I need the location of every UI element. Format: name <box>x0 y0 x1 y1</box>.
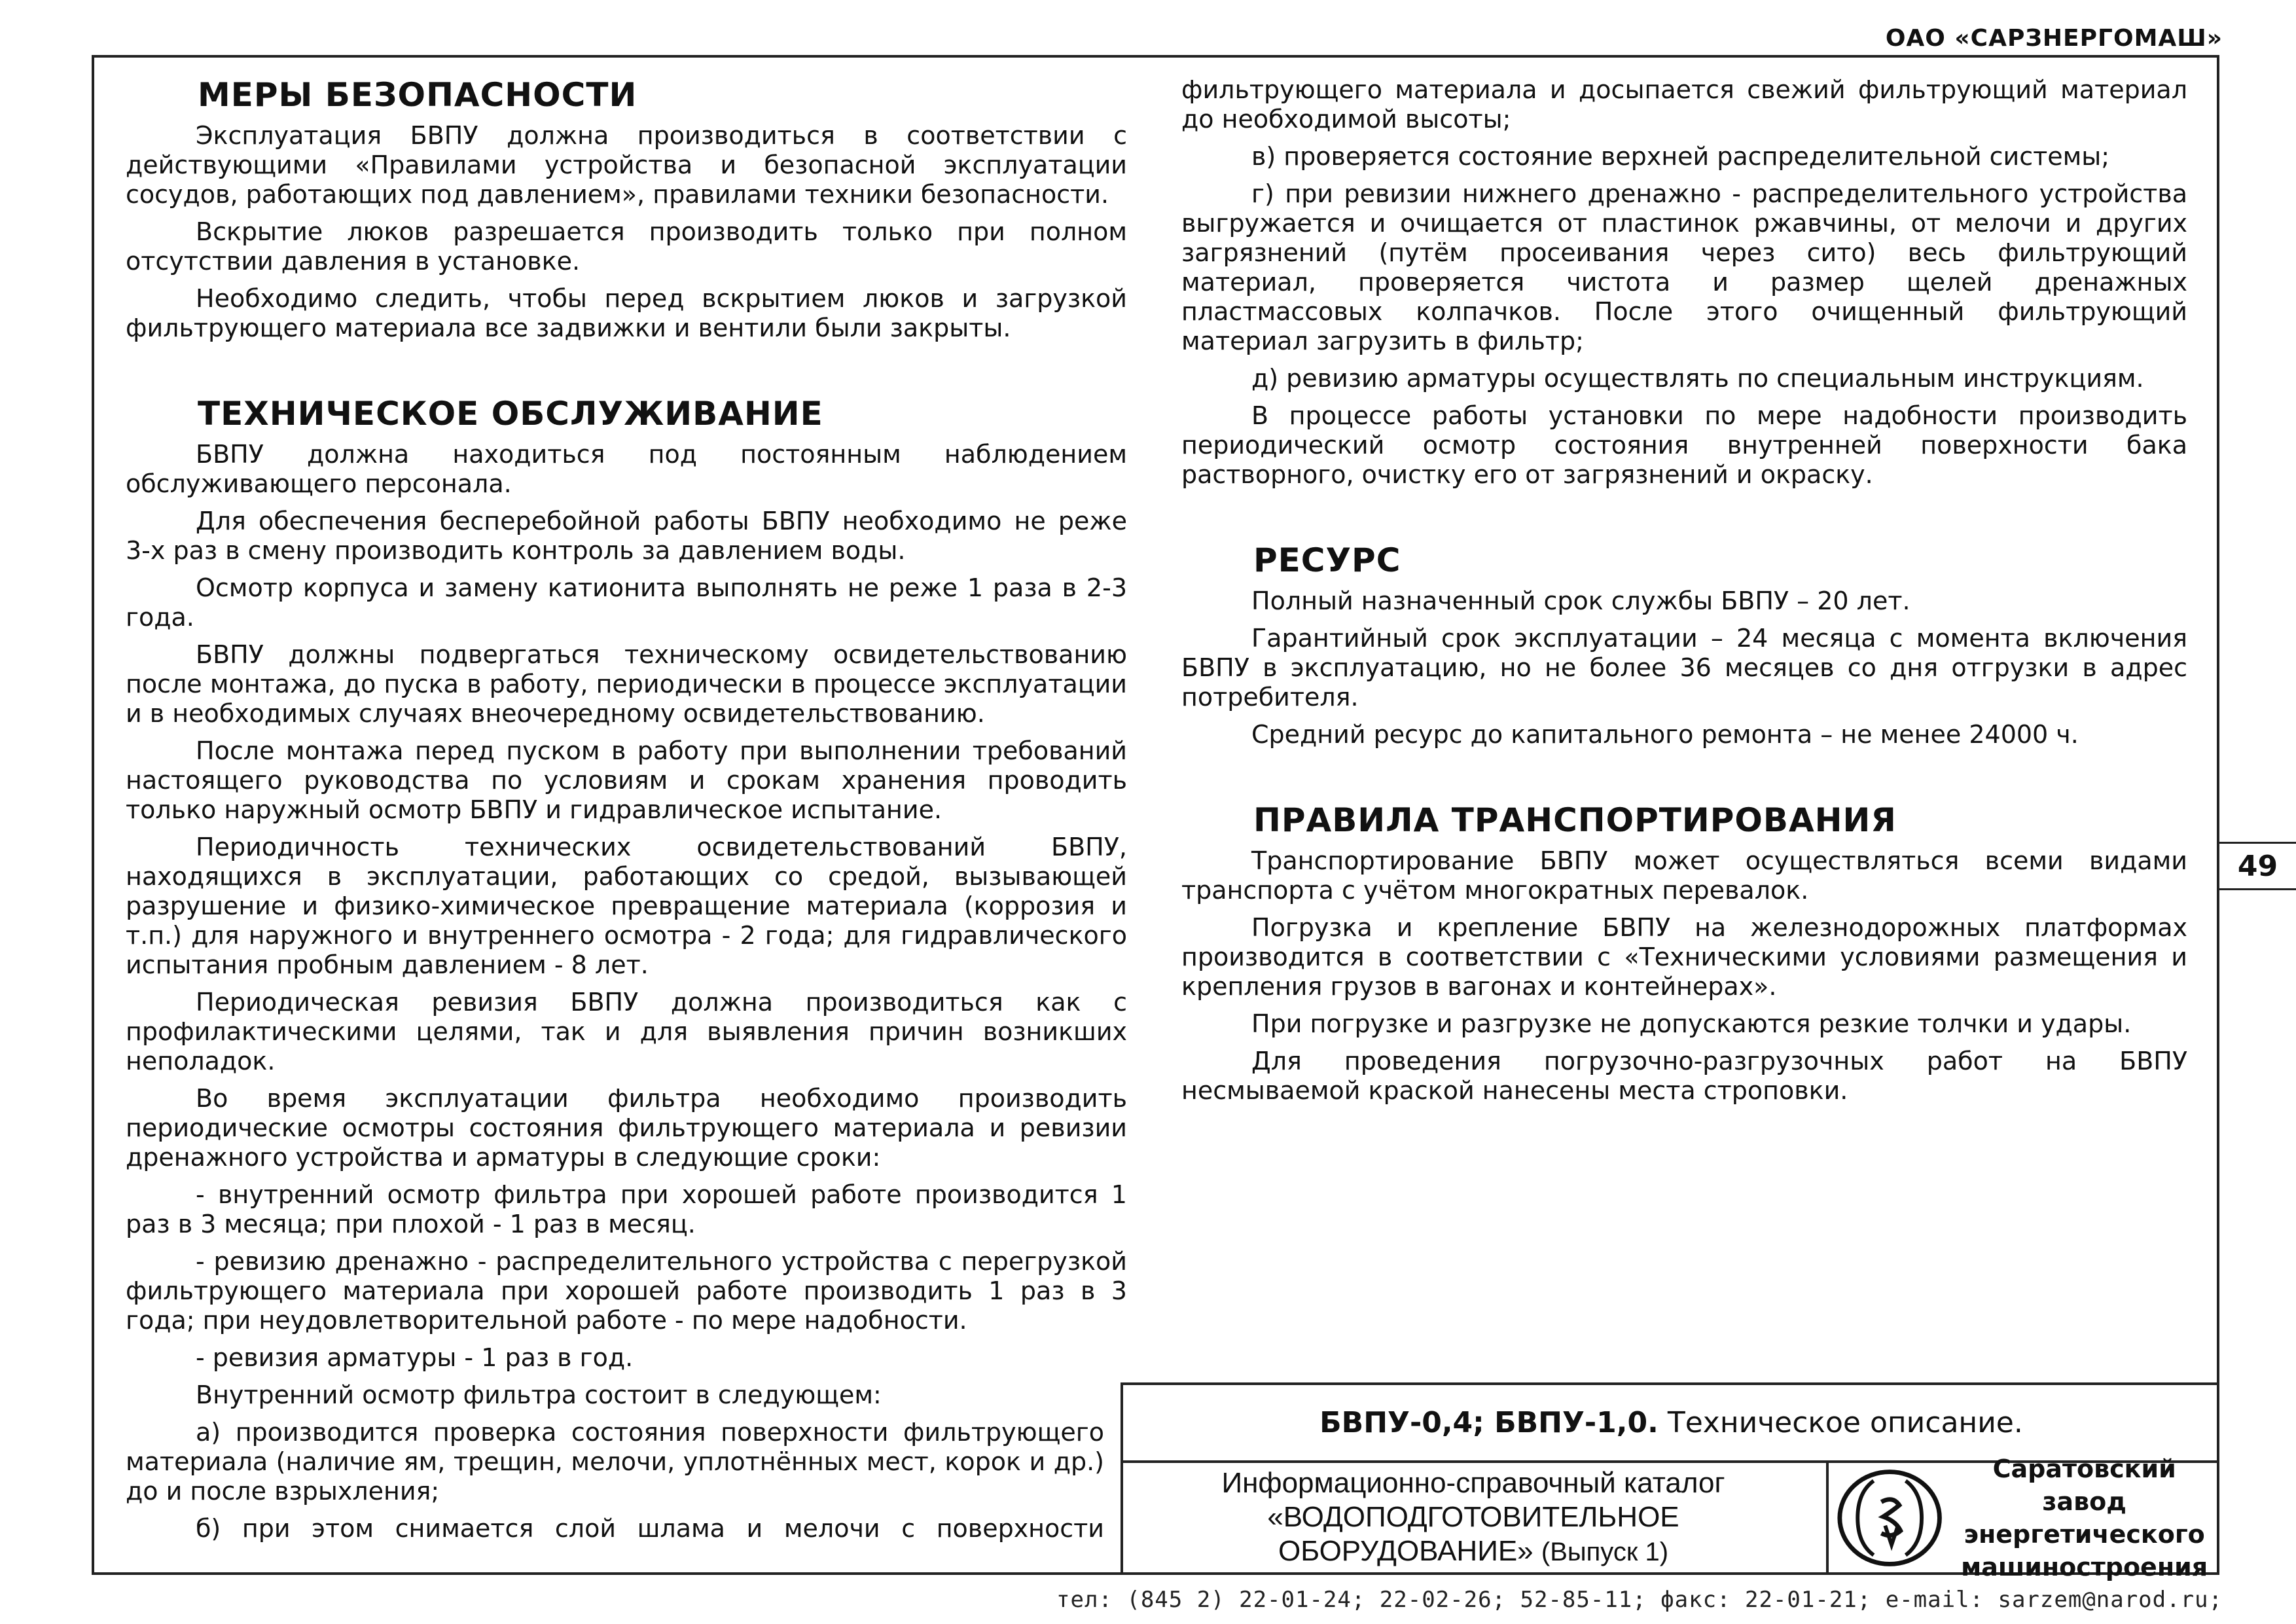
transport-heading: ПРАВИЛА ТРАНСПОРТИРОВАНИЯ <box>1253 801 1897 839</box>
catalog-line: ОБОРУДОВАНИЕ» (Выпуск 1) <box>1278 1535 1669 1567</box>
list-item: - внутренний осмотр фильтра при хорошей работе производится 1 раз в 3 месяца; при плохой - 1 раз в месяц. <box>126 1180 1127 1238</box>
paragraph: Полный назначенный срок службы БВПУ – 20 лет. <box>1251 586 1910 615</box>
paragraph: БВПУ должна находиться под постоянным наблюдением обслуживающего персонала. <box>126 440 1127 498</box>
right-column <box>1181 75 2187 1113</box>
plant-name: Саратовский завод энергетического машиностроения <box>1961 1454 2208 1581</box>
company-name: ОАО «САРЗНЕРГОМАШ» <box>1885 25 2223 52</box>
paragraph: Внутренний осмотр фильтра состоит в следующем: <box>196 1380 882 1409</box>
page-number: 49 <box>2219 842 2296 890</box>
paragraph: Для проведения погрузочно-разгрузочных работ на БВПУ несмываемой краской нанесены места строповки. <box>1181 1047 2187 1105</box>
left-column <box>126 75 1127 1551</box>
list-item: а) производится проверка состояния поверхности фильтрующего материала (наличие ям, трещин, мелочи, уплотнённых мест, корок и др.) до и после взрыхления; <box>126 1418 1104 1506</box>
list-item: г) при ревизии нижнего дренажно - распределительного устройства выгружается и очищается от пластинок ржавчины, от мелочи и других загрязнений (путём просеивания через сито) весь фильтрующий материал, проверяется чистота и размер щелей дренажных пластмассовых колпачков. После этого очищенный фильтрующий материал загрузить в фильтр; <box>1181 179 2187 355</box>
paragraph: Эксплуатация БВПУ должна производиться в соответствии с действующими «Правилами устройства и безопасной эксплуатации сосудов, работающих под давлением», правилами техники безопасности. <box>126 121 1127 209</box>
maintenance-heading: ТЕХНИЧЕСКОЕ ОБСЛУЖИВАНИЕ <box>198 395 823 433</box>
catalog-info <box>1123 1460 1823 1575</box>
safety-heading: МЕРЫ БЕЗОПАСНОСТИ <box>198 76 637 114</box>
paragraph: Осмотр корпуса и замену катионита выполнять не реже 1 раза в 2-3 года. <box>126 573 1127 632</box>
paragraph: Периодическая ревизия БВПУ должна производиться как с профилактическими целями, так и для выявления причин возникших неполадок. <box>126 988 1127 1075</box>
plant-logo-block <box>1826 1454 2219 1581</box>
catalog-issue: (Выпуск 1) <box>1541 1538 1669 1566</box>
paragraph: Вскрытие люков разрешается производить только при полном отсутствии давления в установке. <box>126 217 1127 276</box>
document-type: Техническое описание. <box>1667 1406 2023 1439</box>
paragraph: Транспортирование БВПУ может осуществляться всеми видами транспорта с учётом многократных перевалок. <box>1181 846 2187 905</box>
catalog-line: Информационно-справочный каталог <box>1221 1467 1725 1499</box>
contacts-footer: тел: (845 2) 22-01-24; 22-02-26; 52-85-11; факс: 22-01-21; e-mail: sarzem@narod.ru; <box>1056 1587 2223 1613</box>
paragraph: Необходимо следить, чтобы перед вскрытием люков и загрузкой фильтрующего материала все задвижки и вентили были закрыты. <box>126 284 1127 342</box>
title-block <box>1121 1382 2219 1581</box>
paragraph: После монтажа перед пуском в работу при выполнении требований настоящего руководства по условиям и срокам хранения проводить только наружный осмотр БВПУ и гидравлическое испытание. <box>126 736 1127 824</box>
paragraph: фильтрующего материала и досыпается свежий фильтрующий материал до необходимой высоты; <box>1181 75 2187 134</box>
catalog-line: «ВОДОПОДГОТОВИТЕЛЬНОЕ <box>1267 1501 1679 1533</box>
paragraph: Периодичность технических освидетельствований БВПУ, находящихся в эксплуатации, работающих со средой, вызывающей разрушение и физико-химическое превращение материала (коррозия и т.п.) для наружного и внутреннего осмотра - 2 года; для гидравлического испытания пробным давлением - 8 лет. <box>126 833 1127 979</box>
list-item: - ревизия арматуры - 1 раз в год. <box>196 1343 634 1372</box>
paragraph: В процессе работы установки по мере надобности производить периодический осмотр состояния внутренней поверхности бака растворного, очистку его от загрязнений и окраску. <box>1181 401 2187 489</box>
list-item: в) проверяется состояние верхней распределительной системы; <box>1251 142 2110 171</box>
paragraph: Средний ресурс до капитального ремонта – не менее 24000 ч. <box>1251 720 2079 749</box>
document-title <box>1123 1385 2219 1463</box>
paragraph: Во время эксплуатации фильтра необходимо производить периодические осмотры состояния фильтрующего материала и ревизии дренажного устройства и арматуры в следующие сроки: <box>126 1084 1127 1172</box>
paragraph: При погрузке и разгрузке не допускаются резкие толчки и удары. <box>1251 1009 2132 1038</box>
paragraph: Погрузка и крепление БВПУ на железнодорожных платформах производится в соответствии с «Техническими условиями размещения и крепления грузов в вагонах и контейнерах». <box>1181 913 2187 1001</box>
list-item: б) при этом снимается слой шлама и мелочи с поверхности <box>196 1514 1104 1543</box>
plant-logo-icon <box>1835 1466 1944 1570</box>
product-name: БВПУ-0,4; БВПУ-1,0. <box>1319 1406 1659 1439</box>
resource-heading: РЕСУРС <box>1253 541 1401 579</box>
paragraph: Для обеспечения бесперебойной работы БВПУ необходимо не реже 3-х раз в смену производить контроль за давлением воды. <box>126 507 1127 565</box>
list-item: - ревизию дренажно - распределительного устройства с перегрузкой фильтрующего материала при хорошей работе производить 1 раз в 3 года; при неудовлетворительной работе - по мере надобности. <box>126 1247 1127 1335</box>
paragraph: Гарантийный срок эксплуатации – 24 месяца с момента включения БВПУ в эксплуатацию, но не более 36 месяцев со дня отгрузки в адрес потребителя. <box>1181 624 2187 712</box>
paragraph: БВПУ должны подвергаться техническому освидетельствованию после монтажа, до пуска в работу, периодически в процессе эксплуатации и в необходимых случаях внеочередному освидетельствованию. <box>126 640 1127 728</box>
list-item: д) ревизию арматуры осуществлять по специальным инструкциям. <box>1251 364 2144 393</box>
